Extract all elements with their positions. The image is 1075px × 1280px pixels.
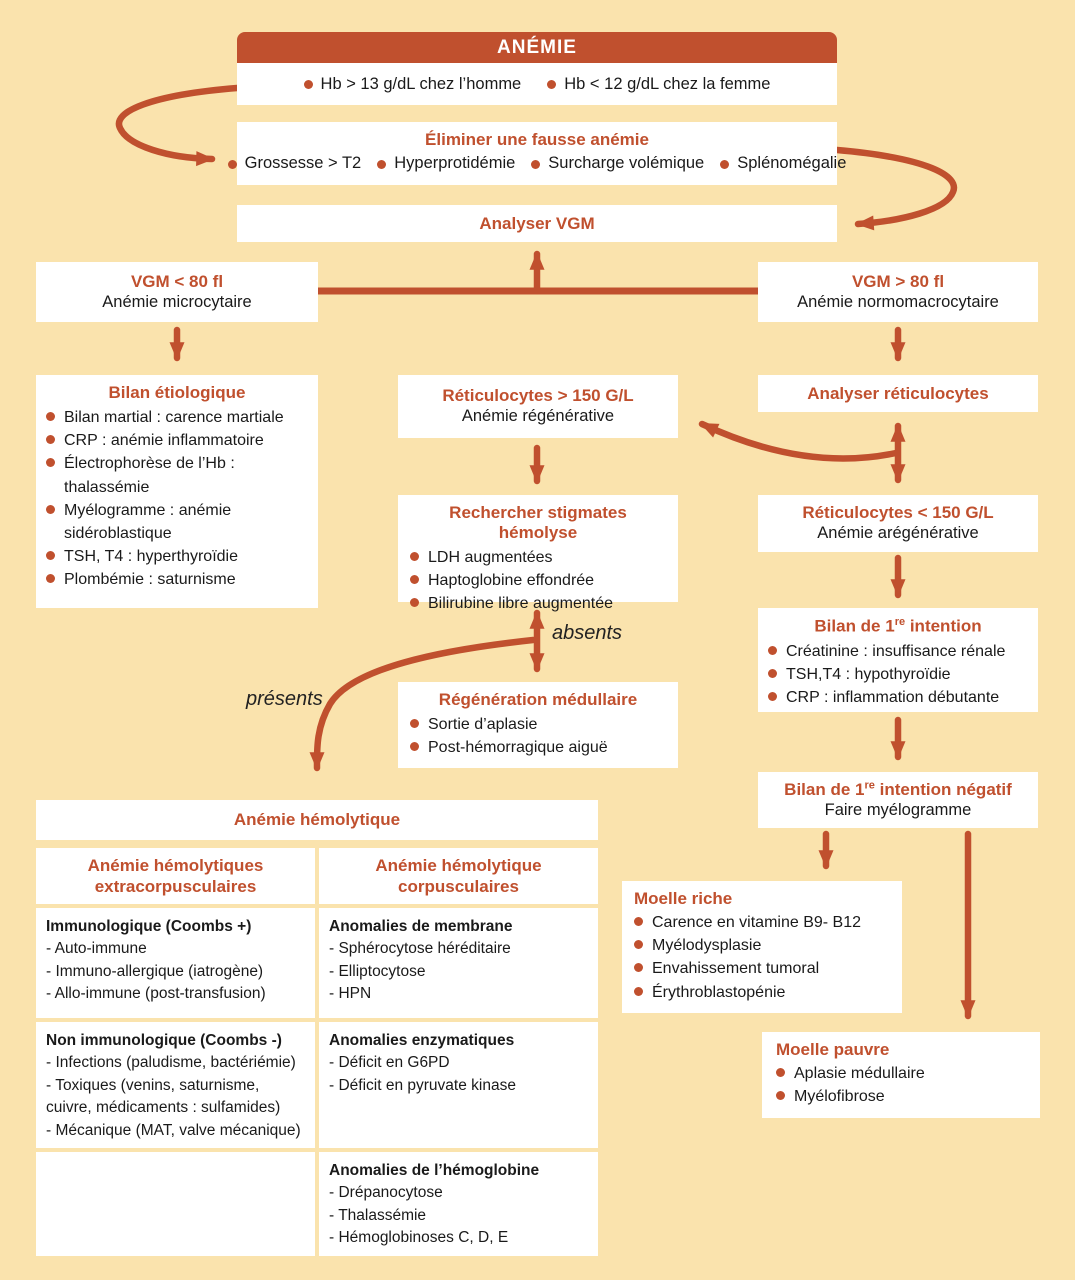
hemolytique-title-bar xyxy=(36,800,598,840)
table-cell xyxy=(319,908,598,1018)
list-item xyxy=(46,499,308,545)
item-text: Électrophorèse de l’Hb : thalassémie xyxy=(64,455,235,496)
item-text: Myélogramme : anémie sidéroblastique xyxy=(64,501,232,542)
analyser-vgm-box xyxy=(237,205,837,242)
item-text: Plombémie : saturnisme xyxy=(64,571,236,589)
arrow-to-analyser-vgm xyxy=(837,150,954,224)
table-cell xyxy=(36,908,315,1018)
title-superscript: re xyxy=(894,616,906,628)
cell-line: - Sphérocytose héréditaire xyxy=(329,940,511,958)
bullet-icon xyxy=(46,505,55,514)
item-text: TSH, T4 : hyperthyroïdie xyxy=(64,548,238,566)
title-prefix: Bilan de 1 xyxy=(814,616,895,636)
anemia-title-bar xyxy=(237,32,837,63)
bullet-icon xyxy=(768,646,777,655)
column-header-text: Anémie hémolytiques extracorpusculaires xyxy=(87,855,264,896)
vgm-low-box xyxy=(36,262,318,322)
vgm-high-box xyxy=(758,262,1038,322)
table-cell xyxy=(319,1022,598,1148)
retic-high-title: Réticulocytes > 150 G/L xyxy=(442,386,634,406)
item-text: Créatinine : insuffisance rénale xyxy=(786,642,1006,660)
hb-criterion-text: Hb < 12 g/dL chez la femme xyxy=(564,74,771,93)
item-text: Splénomégalie xyxy=(737,154,847,173)
bullet-icon xyxy=(776,1091,785,1100)
cell-line: - Drépanocytose xyxy=(329,1184,443,1202)
cell-line: - Elliptocytose xyxy=(329,962,426,980)
bilan-premiere-title xyxy=(768,616,1028,637)
cell-line: - Thalassémie xyxy=(329,1206,427,1224)
list-item xyxy=(46,452,308,498)
bullet-icon xyxy=(720,160,729,169)
false-anemia-items xyxy=(237,154,847,173)
bullet-icon xyxy=(410,552,419,561)
bilan-etiologique-title: Bilan étiologique xyxy=(108,383,246,402)
item-text: TSH,T4 : hypothyroïdie xyxy=(786,665,951,683)
bullet-icon xyxy=(547,80,556,89)
bullet-icon xyxy=(634,963,643,972)
bullet-icon xyxy=(768,669,777,678)
list-item xyxy=(768,686,1028,709)
item-text: CRP : anémie inflammatoire xyxy=(64,432,264,450)
list-item xyxy=(46,545,308,568)
analyser-vgm-title: Analyser VGM xyxy=(479,213,595,233)
list-item xyxy=(768,663,1028,686)
analyser-retic-title: Analyser réticulocytes xyxy=(807,383,989,403)
list-item xyxy=(634,957,890,980)
presents-label: présents xyxy=(246,688,323,710)
cell-line: - HPN xyxy=(329,985,372,1003)
hb-criterion-men xyxy=(304,75,522,94)
false-anemia-item xyxy=(531,154,704,173)
bullet-icon xyxy=(46,574,55,583)
bullet-icon xyxy=(410,742,419,751)
cell-line: - Déficit en pyruvate kinase xyxy=(329,1076,516,1094)
moelle-riche-box xyxy=(622,881,902,1013)
item-text: Myélofibrose xyxy=(794,1088,885,1106)
list-item xyxy=(634,981,890,1004)
stigmates-title: Rechercher stigmates hémolyse xyxy=(449,503,627,542)
list-item xyxy=(410,569,666,592)
cell-heading: Anomalies enzymatiques xyxy=(329,1032,515,1049)
item-text: Envahissement tumoral xyxy=(652,960,820,978)
item-text: LDH augmentées xyxy=(428,549,553,566)
anemia-title: ANÉMIE xyxy=(497,36,577,58)
arrow-to-retic-high xyxy=(702,424,896,458)
item-text: Myélodysplasie xyxy=(652,937,762,955)
cell-line: - Hémoglobinoses C, D, E xyxy=(329,1229,509,1247)
list-item xyxy=(46,568,308,591)
item-text: Sortie d’aplasie xyxy=(428,716,538,733)
cell-line: - Mécanique (MAT, valve mécanique) xyxy=(46,1121,301,1139)
vgm-high-subtitle: Anémie normomacrocytaire xyxy=(797,292,999,311)
hb-criterion-text: Hb > 13 g/dL chez l’homme xyxy=(320,74,522,93)
bullet-icon xyxy=(776,1068,785,1077)
title-superscript: re xyxy=(864,779,875,791)
title-suffix: intention xyxy=(905,616,982,636)
title-suffix: intention négatif xyxy=(874,779,1012,799)
item-text: Carence en vitamine B9- B12 xyxy=(652,914,861,931)
list-item xyxy=(768,640,1028,663)
stigmates-box xyxy=(398,495,678,613)
cell-line: - Auto-immune xyxy=(46,940,147,958)
bilan-premiere-box xyxy=(758,608,1038,712)
list-item xyxy=(776,1062,1026,1085)
item-text: Haptoglobine effondrée xyxy=(428,572,595,590)
list-item xyxy=(410,546,666,569)
cell-heading: Anomalies de l’hémoglobine xyxy=(329,1162,540,1179)
item-text: Grossesse > T2 xyxy=(244,154,362,173)
regeneration-title: Régénération médullaire xyxy=(438,690,638,709)
bullet-icon xyxy=(768,692,777,701)
list-item xyxy=(46,429,308,452)
false-anemia-box xyxy=(237,122,847,185)
hemolytique-column-header-right xyxy=(319,848,598,904)
bullet-icon xyxy=(46,551,55,560)
column-header-text: Anémie hémolytique corpusculaires xyxy=(375,855,542,896)
vgm-low-subtitle: Anémie microcytaire xyxy=(102,292,252,311)
list-item xyxy=(410,713,666,736)
bullet-icon xyxy=(46,458,55,467)
bilan-etiologique-box xyxy=(36,375,318,608)
item-text: Bilan martial : carence martiale xyxy=(64,409,284,426)
regeneration-box xyxy=(398,682,678,768)
cell-line: - Toxiques (venins, saturnisme, cuivre, médicaments : sulfamides) xyxy=(46,1076,281,1117)
bullet-icon xyxy=(410,598,419,607)
moelle-pauvre-title: Moelle pauvre xyxy=(776,1040,890,1059)
item-text: Bilirubine libre augmentée xyxy=(428,595,613,613)
cell-heading: Anomalies de membrane xyxy=(329,918,513,935)
bullet-icon xyxy=(634,987,643,996)
bullet-icon xyxy=(531,160,540,169)
vgm-low-title: VGM < 80 fl xyxy=(130,271,224,291)
false-anemia-item xyxy=(720,154,846,173)
table-cell-empty xyxy=(36,1152,315,1256)
list-item xyxy=(46,406,308,429)
bullet-icon xyxy=(228,160,237,169)
table-cell xyxy=(319,1152,598,1256)
retic-high-subtitle: Anémie régénérative xyxy=(461,407,615,426)
hb-criterion-women xyxy=(547,75,770,94)
list-item xyxy=(634,911,890,934)
bullet-icon xyxy=(377,160,386,169)
table-cell xyxy=(36,1022,315,1148)
hemolytique-column-header-left xyxy=(36,848,315,904)
bullet-icon xyxy=(46,435,55,444)
false-anemia-title: Éliminer une fausse anémie xyxy=(425,130,649,149)
list-item xyxy=(776,1085,1026,1108)
bilan-negatif-box xyxy=(758,772,1038,828)
false-anemia-item xyxy=(377,154,515,173)
item-text: Surcharge volémique xyxy=(548,154,705,173)
absents-label: absents xyxy=(552,622,623,644)
analyser-retic-box xyxy=(758,375,1038,412)
bullet-icon xyxy=(634,940,643,949)
item-text: Érythroblastopénie xyxy=(652,983,786,1001)
item-text: CRP : inflammation débutante xyxy=(786,689,1000,707)
moelle-pauvre-box xyxy=(762,1032,1040,1118)
cell-heading: Non immunologique (Coombs -) xyxy=(46,1032,282,1049)
hb-criteria-box xyxy=(237,63,837,105)
cell-line: - Infections (paludisme, bactériémie) xyxy=(46,1054,296,1072)
retic-low-box xyxy=(758,495,1038,552)
cell-line: - Allo-immune (post-transfusion) xyxy=(46,985,266,1003)
cell-line: - Déficit en G6PD xyxy=(329,1054,450,1072)
list-item xyxy=(410,592,666,615)
bullet-icon xyxy=(410,719,419,728)
bullet-icon xyxy=(46,412,55,421)
item-text: Hyperprotidémie xyxy=(394,154,516,173)
bullet-icon xyxy=(304,80,313,89)
moelle-riche-title: Moelle riche xyxy=(634,889,733,908)
arrow-to-false-anemia xyxy=(119,88,237,159)
title-prefix: Bilan de 1 xyxy=(784,779,865,799)
retic-high-box xyxy=(398,375,678,438)
bilan-negatif-title xyxy=(784,779,1012,800)
bullet-icon xyxy=(410,575,419,584)
hemolytique-title: Anémie hémolytique xyxy=(233,810,401,830)
item-text: Aplasie médullaire xyxy=(794,1065,925,1082)
retic-low-title: Réticulocytes < 150 G/L xyxy=(802,503,994,523)
cell-line: - Immuno-allergique (iatrogène) xyxy=(46,962,264,980)
list-item xyxy=(634,934,890,957)
bullet-icon xyxy=(634,917,643,926)
cell-heading: Immunologique (Coombs +) xyxy=(46,918,252,935)
vgm-high-title: VGM > 80 fl xyxy=(851,271,945,291)
list-item xyxy=(410,736,666,759)
item-text: Post-hémorragique aiguë xyxy=(428,739,608,757)
retic-low-subtitle: Anémie arégénérative xyxy=(817,524,979,543)
bilan-negatif-subtitle: Faire myélogramme xyxy=(824,800,972,819)
false-anemia-item xyxy=(228,154,362,173)
